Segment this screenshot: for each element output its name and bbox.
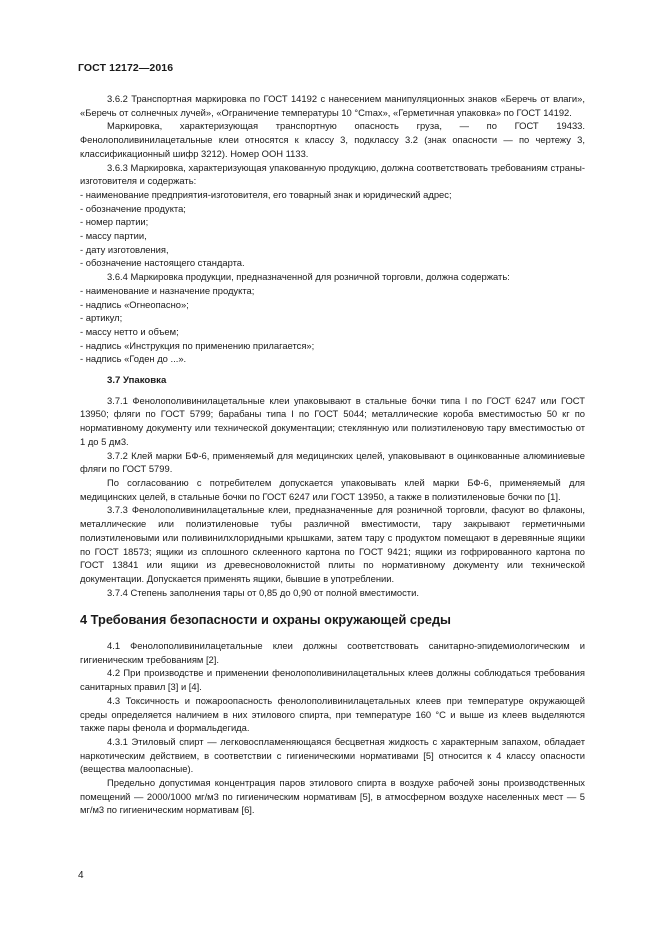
list-item: - наименование и назначение продукта; — [80, 284, 255, 296]
page-body — [80, 92, 585, 817]
list-item: - надпись «Годен до ...». — [80, 353, 187, 365]
paragraph-3-6-2: 3.6.2 Транспортная маркировка по ГОСТ 14192 с нанесением манипуляционных знаков «Беречь от влаги», «Беречь от солнечных лучей», «Ограничение температуры 10 °Cmax», «Герметичная упаковка» по ГОСТ 14192. — [80, 93, 585, 118]
section-heading-3-7: 3.7 Упаковка — [107, 375, 167, 387]
paragraph-3-6-3: 3.6.3 Маркировка, характеризующая упакованную продукцию, должна соответствовать требованиям страны-изготовителя и содержать: — [80, 161, 585, 187]
paragraph-3-7-1: 3.7.1 Фенолополивинилацетальные клеи упаковывают в стальные бочки типа I по ГОСТ 6247 или ГОСТ 13950; фляги по ГОСТ 5799; барабаны типа I по ГОСТ 5044; металлические короба вместимостью 50 кг по нормативному документу или технической документации; стеклянную или полиэтиленовую тару вместимостью от 1 до 5 дм3. — [80, 394, 585, 447]
paragraph-4-3: 4.3 Токсичность и пожароопасность фенолополивинилацетальных клеев при температуре окружающей среды определяется наличием в них этилового спирта, при температуре 160 °С и выше из клеев выделяются также пары фенола и формальдегида. — [80, 694, 585, 734]
section-heading-4: 4 Требования безопасности и охраны окружающей среды — [80, 612, 451, 628]
paragraph-3-7-3: 3.7.3 Фенолополивинилацетальные клеи, предназначенные для розничной торговли, фасуют во флаконы, металлические или полиэтиленовые тубы различной вместимости, тару закрывают герметичными полиэтиленовыми или поливинилхлоридными крышками, затем тару с продуктом помещают в деревянные ящики по ГОСТ 18573; ящики из сплошного склеенного картона по ГОСТ 9421; ящики из гофрированного картона по ГОСТ 13841 или ящики из древесноволокнистой плиты по нормативному документу или технической документации. Допускается применять ящики, бывшие в употреблении. — [80, 504, 585, 584]
list-item: - надпись «Огнеопасно»; — [80, 298, 189, 310]
list-item: - дату изготовления, — [80, 243, 169, 255]
paragraph-4-3-1: 4.3.1 Этиловый спирт — легковоспламеняющаяся бесцветная жидкость с характерным запахом, обладает наркотическим действием, в соответствии с гигиеническими нормативами [5] относится к 4 классу опасности (вещества малоопасные). — [80, 735, 585, 775]
list-item: - обозначение продукта; — [80, 202, 186, 214]
list-item: - надпись «Инструкция по применению прилагается»; — [80, 339, 315, 351]
page-number: 4 — [78, 870, 84, 881]
list-item: - артикул; — [80, 312, 123, 324]
list-item: - массу партии, — [80, 230, 147, 242]
paragraph-4-2: 4.2 При производстве и применении фенолополивинилацетальных клеев должны соблюдаться требования санитарных правил [3] и [4]. — [80, 667, 585, 693]
paragraph-transport-danger: Маркировка, характеризующая транспортную опасность груза, — по ГОСТ 19433. Фенолополивинилацетальные клеи относятся к классу 3, подклассу 3.2 (знак опасности — по чертежу 3, классификационный шифр 3212). Номер ООН 1133. — [80, 120, 585, 159]
page-header: ГОСТ 12172—2016 — [78, 62, 174, 74]
paragraph-4-1: 4.1 Фенолополивинилацетальные клеи должны соответствовать санитарно-эпидемиологическим и гигиеническим требованиям [2]. — [80, 640, 585, 665]
paragraph-max-concentration: Предельно допустимая концентрация паров этилового спирта в воздухе рабочей зоны производственных помещений — 2000/1000 мг/м3 по гигиеническим нормативам [5], в атмосферном воздухе населенных мест — 5 мг/м3 по гигиеническим нормативам [6]. — [80, 777, 585, 816]
paragraph-agreement: По согласованию с потребителем допускается упаковывать клей марки БФ-6, применяемый для медицинских целей, в стальные бочки по ГОСТ 6247 или ГОСТ 13950, а также в полиэтиленовые бочки по [1]. — [80, 476, 585, 502]
paragraph-3-7-2: 3.7.2 Клей марки БФ-6, применяемый для медицинских целей, упаковывают в оцинкованные алюминиевые фляги по ГОСТ 5799. — [80, 449, 585, 475]
paragraph-3-6-4: 3.6.4 Маркировка продукции, предназначенной для розничной торговли, должна содержать: — [107, 271, 510, 283]
list-item: - обозначение настоящего стандарта. — [80, 257, 245, 269]
paragraph-3-7-4: 3.7.4 Степень заполнения тары от 0,85 до 0,90 от полной вместимости. — [107, 586, 419, 598]
list-item: - массу нетто и объем; — [80, 325, 179, 337]
list-item: - номер партии; — [80, 216, 149, 228]
list-item: - наименование предприятия-изготовителя, его товарный знак и юридический адрес; — [80, 188, 452, 200]
